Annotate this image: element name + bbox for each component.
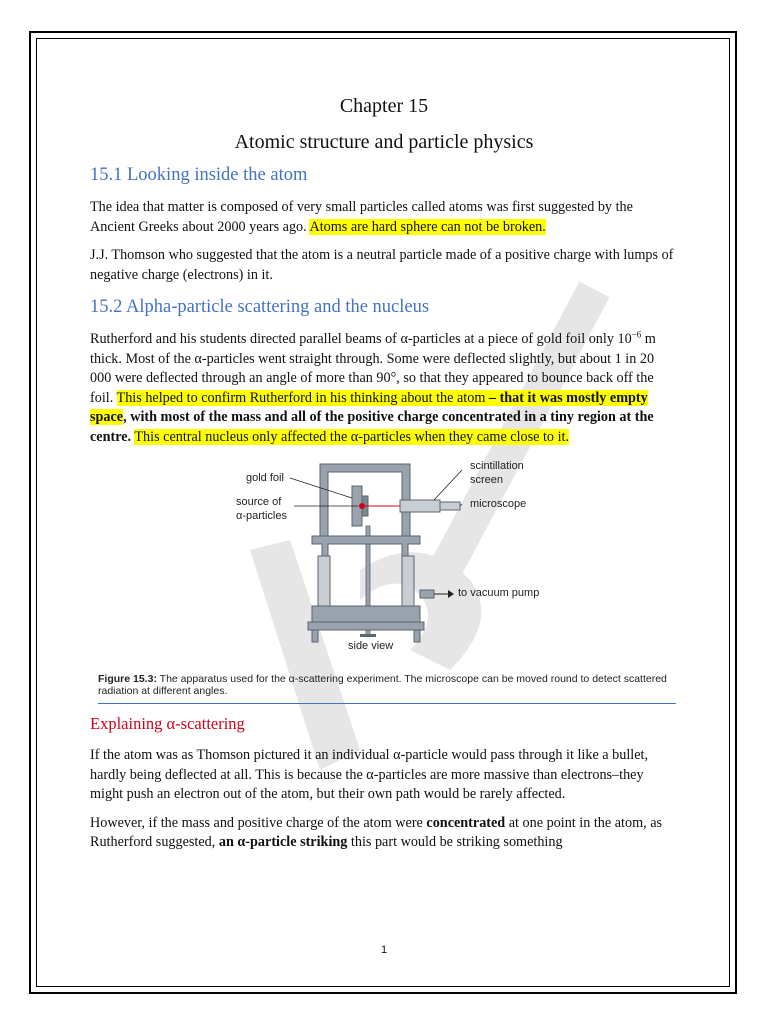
exponent: −6 [631, 329, 642, 340]
label-source-line2: α-particles [236, 510, 287, 522]
label-scintillation-line2: screen [470, 474, 504, 486]
highlighted-bold-text: – that it was mostly empty space [90, 389, 648, 425]
label-source-line1: source of [236, 496, 282, 508]
caption-text: The apparatus used for the α-scattering experiment. The microscope can be moved round to detect scattered radiation at different angles. [98, 673, 667, 697]
highlighted-text: This helped to confirm Rutherford in his thinking about the atom [116, 389, 486, 406]
page-number: 1 [380, 944, 388, 956]
chapter-title: Atomic structure and particle physics [234, 131, 534, 153]
label-microscope: microscope [470, 498, 527, 510]
text: Rutherford and his students directed parallel beams of α-particles at a piece of gold foil only 10 [90, 331, 632, 347]
text: this part would be striking something [347, 834, 563, 850]
paragraph-rutherford [90, 330, 678, 447]
paragraph-atoms-greeks [90, 198, 678, 237]
highlighted-text: This central nucleus only affected the α-particles when they came close to it. [134, 428, 569, 445]
apparatus-diagram [90, 456, 678, 671]
label-gold-foil: gold foil [246, 472, 284, 484]
highlighted-text: Atoms are hard sphere can not be broken. [309, 218, 546, 235]
subsection-heading: Explaining α-scattering [90, 714, 245, 733]
text: at one point in the atom, as Rutherford suggested, [90, 814, 663, 850]
paragraph-rutherford-model [90, 814, 678, 853]
bold-text: concentrated [426, 814, 506, 831]
text: The idea that matter is composed of very small particles called atoms was first suggested by the Ancient Greeks about 2000 years ago. [90, 199, 633, 235]
text: m thick. Most of the α-particles went straight through. Some were deflected slightly, but about 1 in 20 000 were deflected through an angle of more than 90°, so that they appeared to bounce back off the foil. [90, 331, 656, 406]
label-vacuum-pump: to vacuum pump [458, 587, 540, 599]
figure-caption [98, 673, 676, 704]
text: However, if the mass and positive charge of the atom were [90, 814, 427, 831]
paragraph-thomson: J.J. Thomson who suggested that the atom is a neutral particle made of a positive charge with lumps of negative charge (electrons) in it. [90, 247, 674, 283]
document-body [90, 90, 678, 862]
section-heading-2: 15.2 Alpha-particle scattering and the nucleus [90, 297, 430, 317]
bold-text: , with most of the mass and all of the positive charge concentrated in a tiny region at the centre. [90, 409, 654, 445]
caption-label: Figure 15.3: [98, 673, 157, 685]
paragraph-thomson-model: If the atom was as Thomson pictured it an individual α-particle would pass through it like a bullet, hardly being deflected at all. This is because the α-particles are more massive than electrons–they might push an electron out of the atom, but their own path would be rarely affected. [90, 747, 649, 802]
label-scintillation-line1: scintillation [470, 460, 524, 472]
bold-text: an α-particle striking [218, 834, 348, 850]
figure-apparatus [90, 456, 678, 671]
section-heading-1: 15.1 Looking inside the atom [90, 165, 308, 185]
chapter-number: Chapter 15 [339, 95, 429, 117]
label-side-view: side view [348, 640, 394, 652]
